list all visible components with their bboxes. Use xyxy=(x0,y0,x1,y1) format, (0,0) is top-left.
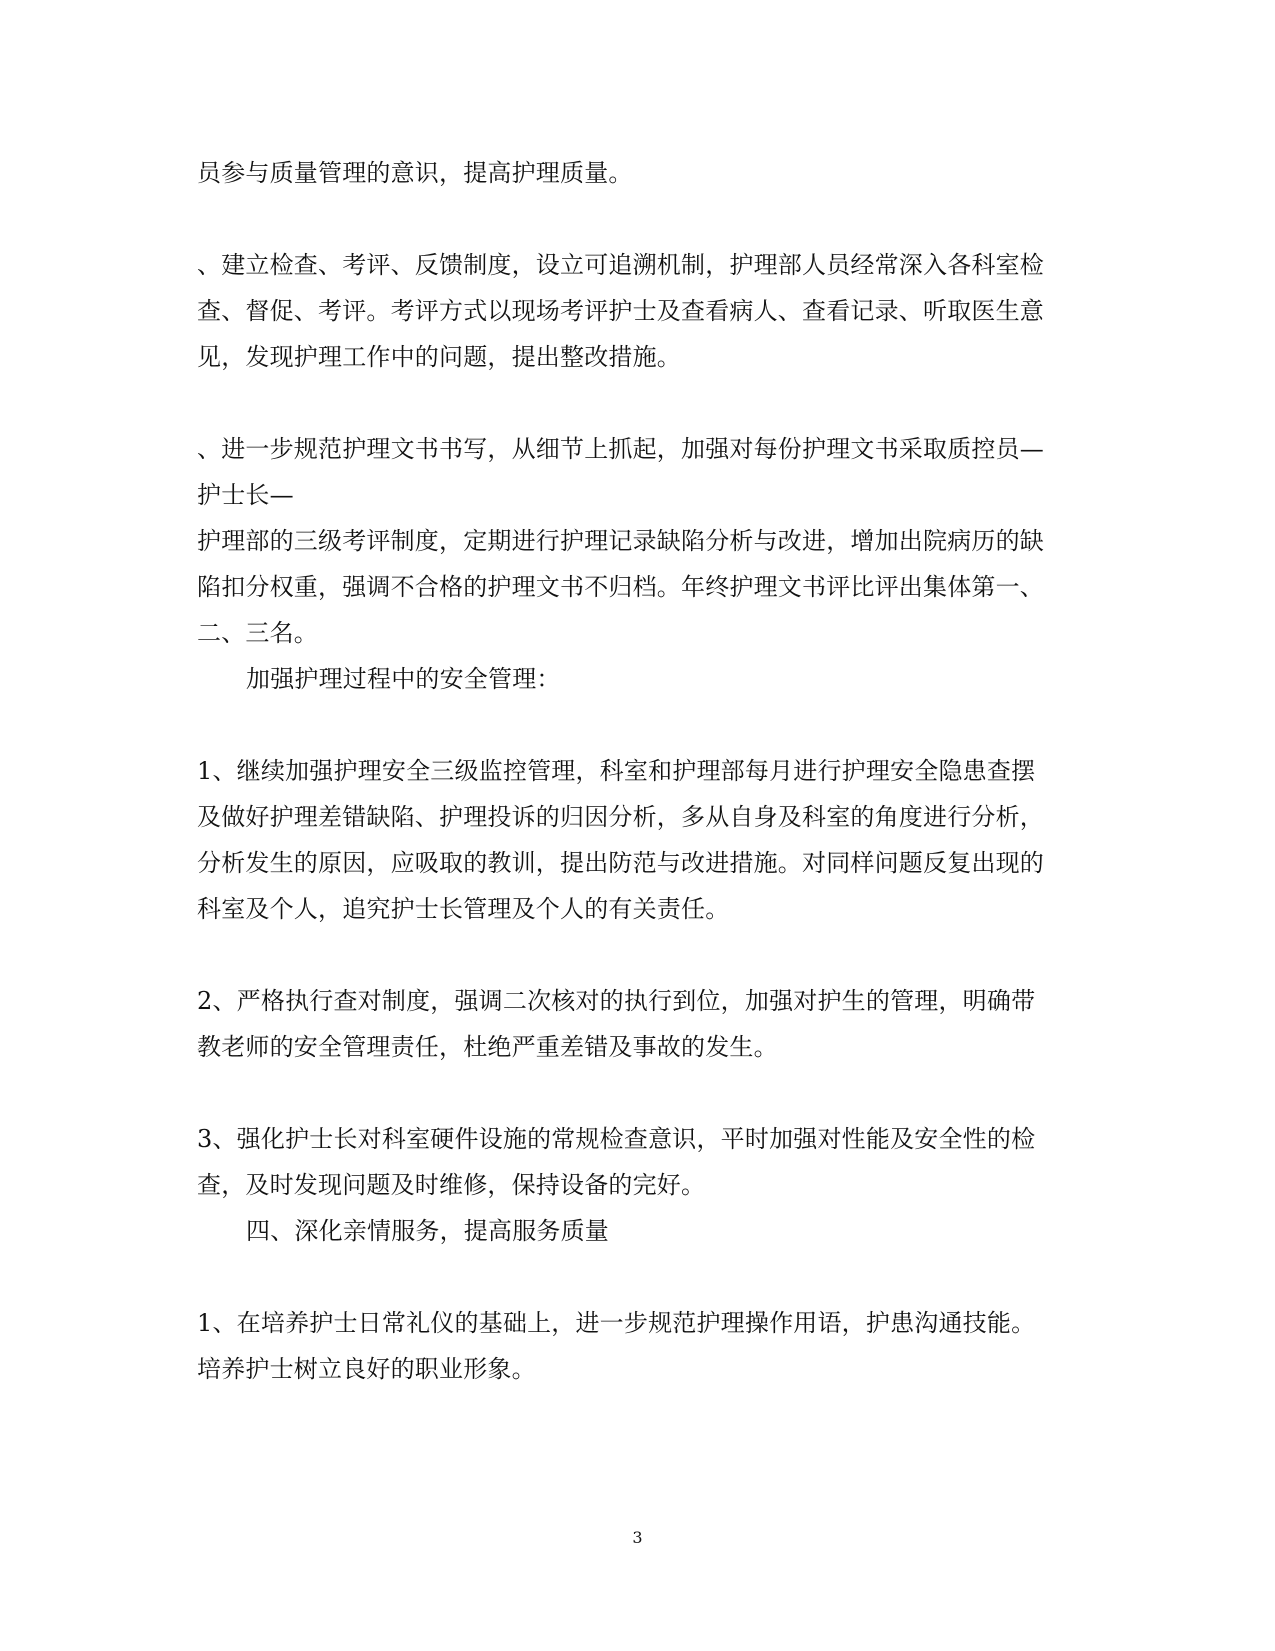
text-line: 分析发生的原因，应吸取的教训，提出防范与改进措施。对同样问题反复出现的 xyxy=(197,849,1044,877)
text-line: 护理部的三级考评制度，定期进行护理记录缺陷分析与改进，增加出院病历的缺 xyxy=(197,527,1044,555)
text-line: 见，发现护理工作中的问题，提出整改措施。 xyxy=(197,343,681,371)
text-line: 员参与质量管理的意识，提高护理质量。 xyxy=(197,159,633,187)
text-line: 二、三名。 xyxy=(197,619,318,647)
text-line: 护士长— xyxy=(197,481,294,509)
text-line: 培养护士树立良好的职业形象。 xyxy=(197,1355,536,1383)
text-line: 3、强化护士长对科室硬件设施的常规检查意识，平时加强对性能及安全性的检 xyxy=(197,1125,1036,1153)
text-line: 、进一步规范护理文书书写，从细节上抓起，加强对每份护理文书采取质控员— xyxy=(197,435,1044,463)
text-line: 及做好护理差错缺陷、护理投诉的归因分析，多从自身及科室的角度进行分析， xyxy=(197,803,1044,831)
text-line: 查，及时发现问题及时维修，保持设备的完好。 xyxy=(197,1171,706,1199)
section-heading: 加强护理过程中的安全管理： xyxy=(246,665,561,693)
text-line: 查、督促、考评。考评方式以现场考评护士及查看病人、查看记录、听取医生意 xyxy=(197,297,1044,325)
text-line: 教老师的安全管理责任，杜绝严重差错及事故的发生。 xyxy=(197,1033,778,1061)
text-line: 科室及个人，追究护士长管理及个人的有关责任。 xyxy=(197,895,730,923)
text-line: 2、严格执行查对制度，强调二次核对的执行到位，加强对护生的管理，明确带 xyxy=(197,987,1036,1015)
text-line: 1、继续加强护理安全三级监控管理，科室和护理部每月进行护理安全隐患查摆 xyxy=(197,757,1036,785)
text-line: 、建立检查、考评、反馈制度，设立可追溯机制，护理部人员经常深入各科室检 xyxy=(197,251,1044,279)
page-number: 3 xyxy=(632,1528,643,1547)
text-line: 陷扣分权重，强调不合格的护理文书不归档。年终护理文书评比评出集体第一、 xyxy=(197,573,1044,601)
text-line: 1、在培养护士日常礼仪的基础上，进一步规范护理操作用语，护患沟通技能。 xyxy=(197,1309,1036,1337)
section-heading: 四、深化亲情服务，提高服务质量 xyxy=(246,1217,609,1245)
